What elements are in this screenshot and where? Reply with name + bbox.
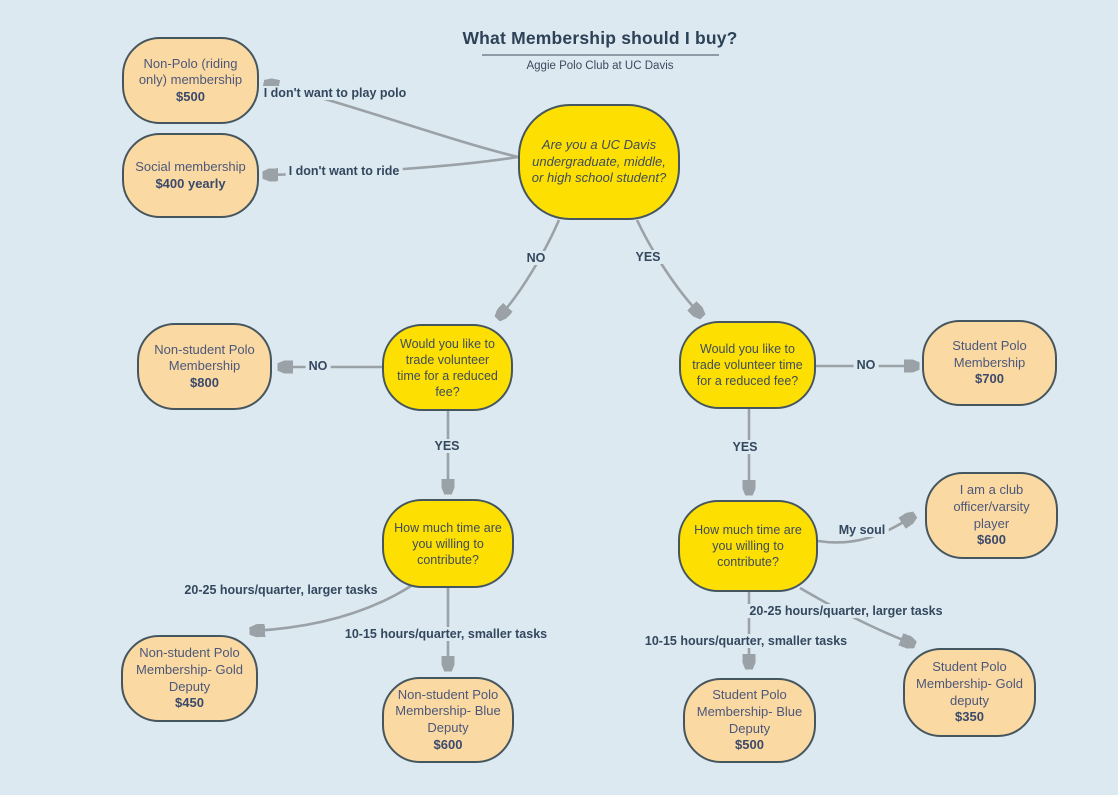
node-text: Non-student Polo Membership [154,341,255,374]
node-student-polo-membership [922,320,1057,406]
node-non-student-gold-deputy [121,635,258,722]
node-non-student-polo-membership [137,323,272,410]
node-social-membership [122,133,259,218]
edge-label-smaller-left: 10-15 hours/quarter, smaller tasks [342,627,550,641]
node-price: $700 [975,371,1004,387]
node-price: $450 [175,695,204,711]
node-question: Would you like to trade volunteer time for a reduced fee? [692,342,803,388]
edge-label-yes-root: YES [632,250,663,264]
edge-root-no [499,220,559,317]
node-volunteer-question-right [679,321,816,409]
node-text: I am a club officer/varsity player [953,482,1030,531]
edge-label-yes-left: YES [431,439,462,453]
node-non-polo-membership [122,37,259,124]
edge-label-dont-ride: I don't want to ride [286,164,403,178]
node-price: $600 [433,736,463,752]
edge-label-dont-play-polo: I don't want to play polo [261,86,410,100]
node-text: Student Polo Membership [952,338,1027,370]
node-volunteer-question-left [382,324,513,411]
edge-root-yes [637,220,701,315]
node-non-student-blue-deputy [382,677,514,763]
node-text: Non-student Polo Membership- Gold Deputy [136,645,243,694]
node-price: $400 yearly [155,175,226,191]
node-root-question [518,104,680,220]
node-club-officer [925,472,1058,559]
edge-label-no-right: NO [854,358,879,372]
diagram-title: What Membership should I buy? [462,28,738,48]
edge-label-no-root: NO [524,251,549,265]
node-text: Student Polo Membership- Gold deputy [916,659,1023,708]
node-text: Social membership [135,158,246,174]
node-student-gold-deputy [903,648,1036,737]
node-question: How much time are you willing to contribute? [694,523,802,569]
edge-label-yes-right: YES [729,440,760,454]
node-price: $500 [176,88,205,104]
node-question: How much time are you willing to contribute? [394,520,502,567]
node-question: Are you a UC Davis undergraduate, middle, or high school student? [531,137,667,186]
node-price: $350 [955,709,984,725]
diagram-header [390,28,810,72]
node-time-question-right [678,500,818,592]
node-price: $500 [735,737,764,753]
node-time-question-left [382,499,514,588]
node-text: Non-Polo (riding only) membership [138,55,243,88]
edge-label-my-soul: My soul [836,523,889,537]
edge-label-no-left: NO [306,359,331,373]
node-text: Non-student Polo Membership- Blue Deputy [395,686,501,735]
node-student-blue-deputy [683,678,816,763]
node-question: Would you like to trade volunteer time for a reduced fee? [397,336,498,399]
node-price: $800 [190,374,219,390]
edge-label-larger-right: 20-25 hours/quarter, larger tasks [746,604,945,618]
edge-label-smaller-right: 10-15 hours/quarter, smaller tasks [642,634,850,648]
edge-label-larger-left: 20-25 hours/quarter, larger tasks [181,583,380,597]
diagram-subtitle: Aggie Polo Club at UC Davis [526,60,674,72]
title-underline [482,54,719,56]
node-text: Student Polo Membership- Blue Deputy [696,687,803,736]
node-price: $600 [977,532,1006,548]
